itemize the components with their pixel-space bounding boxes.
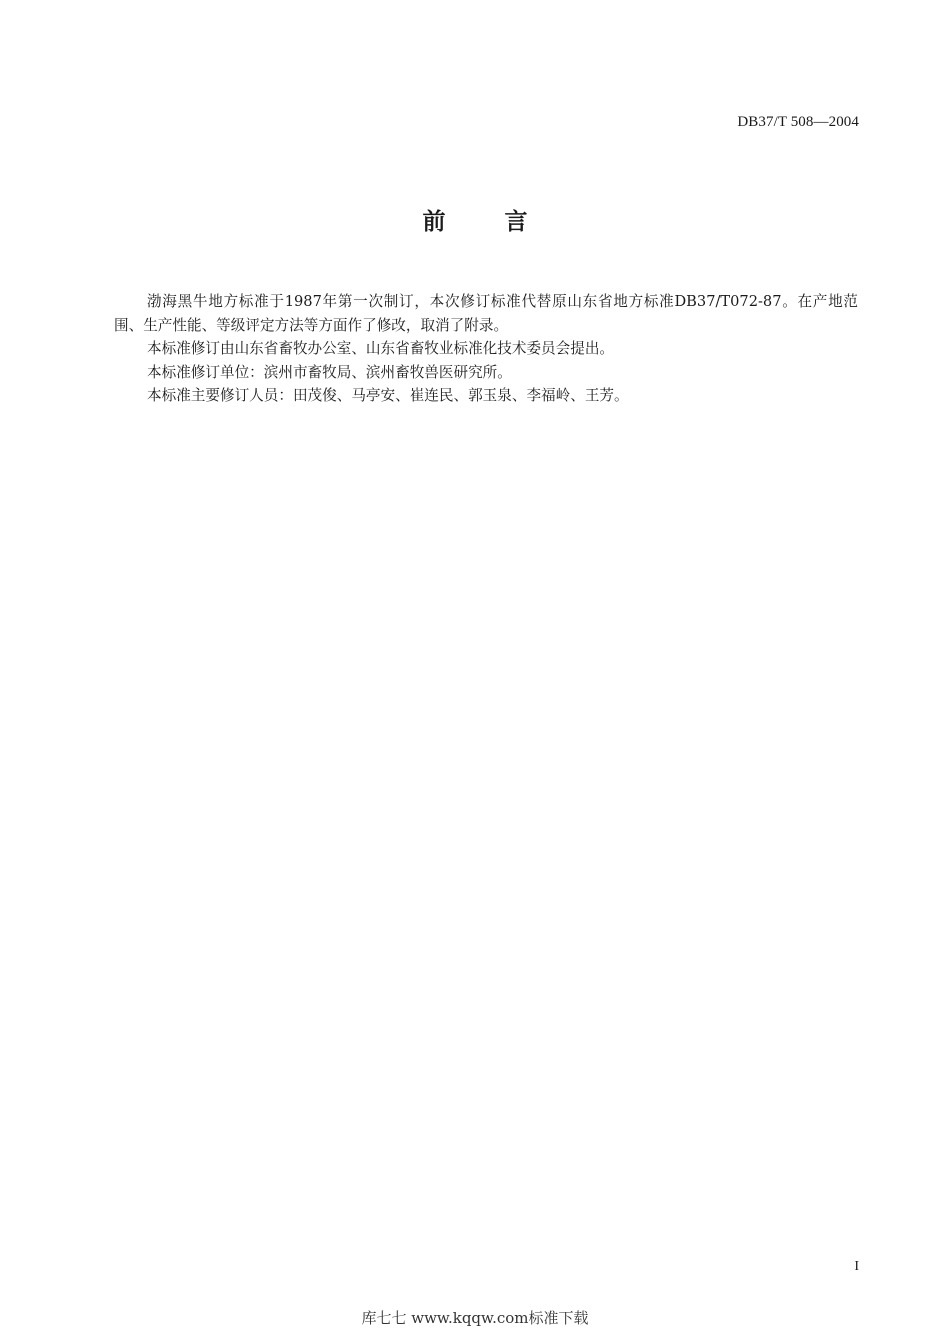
page-title: 前言 xyxy=(422,209,587,235)
footer-watermark: 库七七 www.kqqw.com标准下载 xyxy=(361,1309,589,1327)
foreword-body xyxy=(114,290,858,408)
standard-code: DB37/T 508—2004 xyxy=(737,114,859,130)
page-number: I xyxy=(854,1259,859,1274)
paragraph-revisers: 本标准主要修订人员：田茂俊、马亭安、崔连民、郭玉泉、李福岭、王芳。 xyxy=(147,387,629,404)
paragraph-revision-history: 渤海黑牛地方标准于1987年第一次制订，本次修订标准代替原山东省地方标准DB37/T072-87。在产地范围、生产性能、等级评定方法等方面作了修改，取消了附录。 xyxy=(114,293,858,334)
paragraph-revising-units: 本标准修订单位：滨州市畜牧局、滨州畜牧兽医研究所。 xyxy=(147,363,512,381)
paragraph-proposer: 本标准修订由山东省畜牧办公室、山东省畜牧业标准化技术委员会提出。 xyxy=(147,340,615,357)
